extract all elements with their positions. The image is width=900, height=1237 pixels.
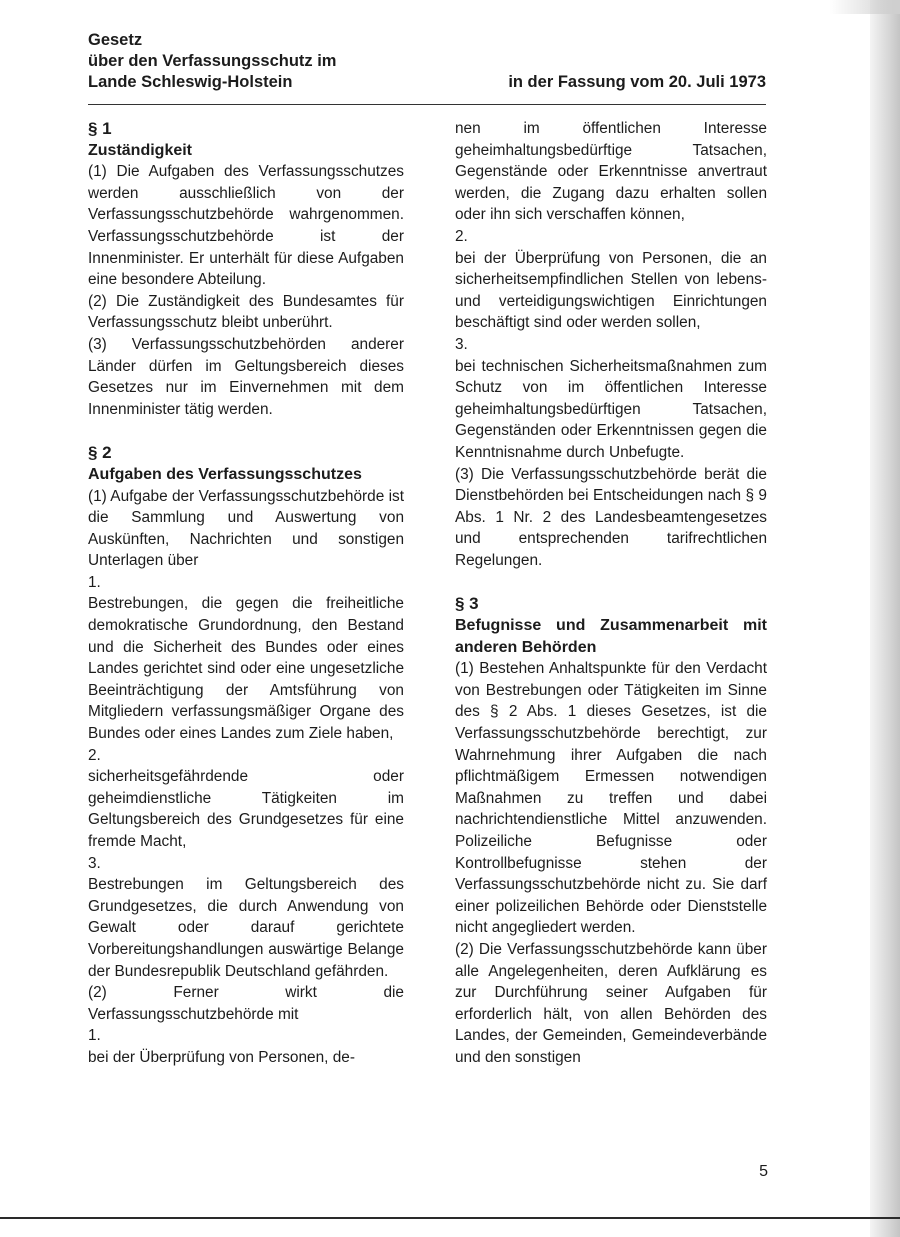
title-line-2: über den Verfassungsschutz im — [88, 52, 337, 70]
section-2-paragraph-2: (2) Ferner wirkt die Verfassungsschutzbehörde mit — [88, 984, 404, 1023]
section-2-paragraph-1: (1) Aufgabe der Verfassungsschutzbehörde ist die Sammlung und Auswertung von Auskünften, Nachrichten und sonstigen Unterlagen über — [88, 487, 404, 570]
item-3-number: 3. — [88, 854, 101, 872]
section-gap — [88, 420, 404, 442]
page-number: 5 — [759, 1163, 768, 1180]
item-2-text: sicherheitsgefährdende oder geheimdienstliche Tätigkeiten im Geltungsbereich des Grundgesetzes für eine fremde Macht, — [88, 768, 404, 850]
title-line-1: Gesetz — [88, 31, 143, 49]
right-column — [455, 118, 767, 1069]
document-title — [88, 30, 448, 93]
item-1-text: Bestrebungen, die gegen die freiheitliche demokratische Grundordnung, den Bestand und die Sicherheit des Bundes oder eines Landes gerichtet sind oder eine ungesetzliche Beeinträchtigung der Amtsführung von Mitgliedern verfassungsmäßiger Organe des Bundes oder eines Landes zum Ziele haben, — [88, 595, 404, 743]
section-3-number: § 3 — [455, 594, 479, 614]
version-date: in der Fassung vom 20. Juli 1973 — [508, 73, 766, 91]
section-2-number: § 2 — [88, 443, 112, 463]
section-1-paragraph-1: (1) Die Aufgaben des Verfassungsschutzes werden ausschließlich von der Verfassungsschutzbehörde wahrgenommen. Verfassungsschutzbehörde ist der Innenminister. Er unterhält für diese Aufgaben eine besondere Abteilung. — [88, 163, 404, 289]
continuation-text: nen im öffentlichen Interesse geheimhaltungsbedürftige Tatsachen, Gegenstände oder Erkenntnisse anvertraut werden, die Zugang dazu erhalten sollen oder ihn sich verschaffen können, — [455, 120, 767, 224]
item-1-number: 1. — [88, 573, 101, 591]
left-column — [88, 118, 404, 1069]
section-1-title: Zuständigkeit — [88, 141, 193, 159]
section-gap — [455, 571, 767, 593]
section-3-title: Befugnisse und Zusammenarbeit mit anderen Behörden — [455, 617, 767, 656]
paragraph-2-item-2-text: bei der Überprüfung von Personen, die an sicherheitsempfindlichen Stellen von lebens- und verteidigungswichtigen Einrichtungen beschäftigt sind oder werden sollen, — [455, 249, 767, 332]
scan-edge-top-shadow — [830, 0, 900, 14]
item-3-text: Bestrebungen im Geltungsbereich des Grundgesetzes, die durch Anwendung von Gewalt oder darauf gerichtete Vorbereitungshandlungen auswärtige Belange der Bundesrepublik Deutschland gefährden. — [88, 876, 404, 980]
paragraph-2-item-1-text: bei der Überprüfung von Personen, de- — [88, 1048, 355, 1066]
section-1-paragraph-2: (2) Die Zuständigkeit des Bundesamtes für Verfassungsschutz bleibt unberührt. — [88, 292, 404, 332]
section-3-paragraph-1: (1) Bestehen Anhaltspunkte für den Verdacht von Bestrebungen oder Tätigkeiten im Sinne des § 2 Abs. 1 dieses Gesetzes, ist die Verfassungsschutzbehörde berechtigt, zur Wahrnehmung ihrer Aufgaben die nach pflichtmäßigem Ermessen notwendigen Maßnahmen zu treffen und dabei nachrichtendienstliche Mittel anzuwenden. Polizeiliche Befugnisse oder Kontrollbefugnisse stehen der Verfassungsschutzbehörde nicht zu. Sie darf einer polizeilichen Behörde oder Dienststelle nicht angegliedert werden. — [455, 660, 767, 937]
section-1-number: § 1 — [88, 119, 112, 138]
paragraph-2-item-2-number: 2. — [455, 227, 468, 245]
item-2-number: 2. — [88, 746, 101, 764]
section-1-paragraph-3: (3) Verfassungsschutzbehörden anderer Länder dürfen im Geltungsbereich dieses Gesetzes nur im Einvernehmen mit dem Innenminister tätig werden. — [88, 335, 404, 418]
header-divider — [88, 104, 766, 105]
section-2-title: Aufgaben des Verfassungsschutzes — [88, 465, 362, 483]
bottom-edge-line — [0, 1217, 900, 1219]
paragraph-2-item-3-number: 3. — [455, 335, 468, 353]
section-3-paragraph-2: (2) Die Verfassungsschutzbehörde kann über alle Angelegenheiten, deren Aufklärung es zur Durchführung seiner Aufgaben für erforderlich hält, von allen Behörden des Landes, der Gemeinden, Gemeindeverbände und den sonstigen — [455, 940, 767, 1066]
scan-edge-shadow — [870, 0, 900, 1237]
paragraph-2-item-3-text: bei technischen Sicherheitsmaßnahmen zum Schutz von im öffentlichen Interesse geheimhaltungsbedürftigen Tatsachen, Gegenständen oder Erkenntnissen gegen die Kenntnisnahme durch Unbefugte. — [455, 357, 767, 461]
paragraph-2-item-1-number: 1. — [88, 1027, 101, 1045]
title-line-3: Lande Schleswig-Holstein — [88, 73, 293, 91]
section-2-paragraph-3: (3) Die Verfassungsschutzbehörde berät die Dienstbehörden bei Entscheidungen nach § 9 Abs. 1 Nr. 2 des Landesbeamtengesetzes und entsprechenden tarifrechtlichen Regelungen. — [455, 465, 767, 569]
